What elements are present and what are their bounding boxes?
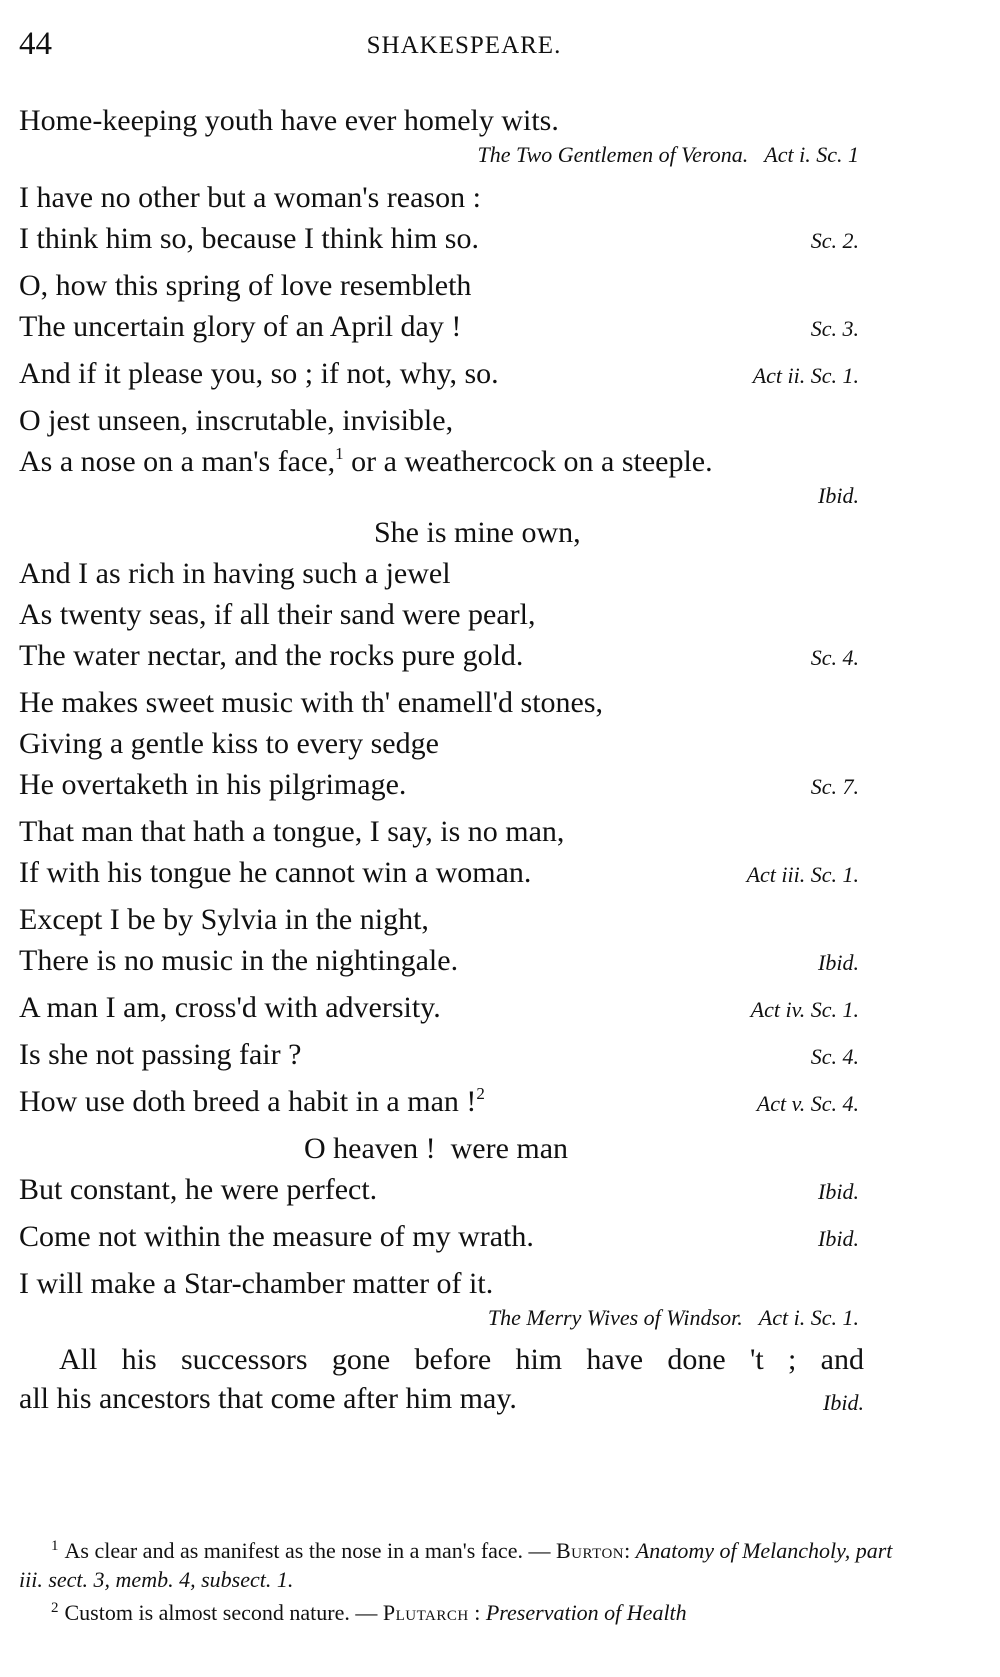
quote	[19, 811, 914, 893]
quote-line: As twenty seas, if all their sand were pearl,	[19, 598, 536, 631]
quote	[19, 987, 914, 1028]
quote	[19, 1034, 914, 1075]
quote-line: O heaven ! were man	[304, 1132, 569, 1165]
scene-reference: Act ii. Sc. 1.	[752, 363, 859, 388]
quote-line: O, how this spring of love resembleth	[19, 269, 472, 302]
quote-line: And I as rich in having such a jewel	[19, 557, 451, 590]
footnote-text: As clear and as manifest as the nose in a man's face. —	[64, 1538, 556, 1563]
footnotes	[19, 1532, 914, 1627]
scene-reference: Sc. 7.	[810, 774, 859, 799]
quote-line: And if it please you, so ; if not, why, so.	[19, 357, 499, 390]
quote	[19, 265, 914, 347]
quote	[19, 1081, 914, 1122]
quote	[19, 1216, 914, 1257]
quote-line: He overtaketh in his pilgrimage.	[19, 768, 407, 801]
quote	[19, 512, 914, 676]
footnote-number: 2	[51, 1600, 59, 1616]
quote-line: or a weathercock on a steeple.	[351, 445, 713, 478]
quote	[19, 177, 914, 259]
quote-line: But constant, he were perfect.	[19, 1173, 378, 1206]
quote-line: The water nectar, and the rocks pure gold.	[19, 639, 524, 672]
quote-line: Home-keeping youth have ever homely wits.	[19, 104, 559, 137]
footnote-work: Anatomy of Melancholy, part iii. sect. 3, memb. 4, subsect. 1.	[19, 1538, 893, 1592]
scene-reference: Ibid.	[818, 1179, 859, 1204]
quote	[19, 1340, 914, 1418]
scene-reference: Ibid.	[818, 1226, 859, 1251]
quotations-body	[19, 100, 914, 1424]
source-citation: The Two Gentlemen of Verona. Act i. Sc. 1	[477, 142, 859, 167]
page-number: 44	[19, 26, 52, 62]
quote-line: As a nose on a man's face,	[19, 445, 336, 478]
footnote-marker: 2	[476, 1084, 485, 1103]
scene-reference: Ibid.	[823, 1390, 864, 1415]
quote-line: Except I be by Sylvia in the night,	[19, 903, 429, 936]
footnote-author: Burton	[555, 1538, 625, 1563]
prose-line: all his ancestors that come after him may.	[19, 1382, 517, 1415]
quote-line: The uncertain glory of an April day !	[19, 310, 462, 343]
footnote-number: 1	[51, 1538, 59, 1554]
quote-line: Giving a gentle kiss to every sedge	[19, 727, 439, 760]
quote-line: There is no music in the nightingale.	[19, 944, 459, 977]
running-title: SHAKESPEARE.	[366, 32, 562, 59]
page-header	[19, 26, 909, 66]
scene-reference: Sc. 4.	[810, 1044, 859, 1069]
quote-line: O jest unseen, inscrutable, invisible,	[19, 404, 454, 437]
quote-line: A man I am, cross'd with adversity.	[19, 991, 441, 1024]
quote	[19, 1128, 914, 1210]
quote-line: If with his tongue he cannot win a woman.	[19, 856, 532, 889]
quote-line: I will make a Star-chamber matter of it.	[19, 1267, 494, 1300]
quote-line: She is mine own,	[374, 516, 581, 549]
scene-reference: Sc. 4.	[810, 645, 859, 670]
footnote-author: Plutarch	[382, 1600, 469, 1625]
footnote: $^1$ As clear and as manifest as the nose in a man's face. — Burton: Anatomy of Melancholy, part iii. sect. 3, memb. 4, subsect. 1.	[19, 1538, 893, 1592]
quote	[19, 100, 914, 171]
quote-line: That man that hath a tongue, I say, is no man,	[19, 815, 565, 848]
quote	[19, 400, 914, 512]
scene-reference: Ibid.	[818, 950, 859, 975]
scene-reference: Sc. 2.	[810, 228, 859, 253]
quote-line: He makes sweet music with th' enamell'd stones,	[19, 686, 604, 719]
footnote: $^2$ Custom is almost second nature. — Plutarch : Preservation of Health	[51, 1600, 687, 1625]
footnote-marker: 1	[335, 444, 344, 463]
scene-reference: Act v. Sc. 4.	[756, 1091, 859, 1116]
quote-line: I have no other but a woman's reason :	[19, 181, 481, 214]
quote	[19, 353, 914, 394]
prose-line: All his successors gone before him have done 't ; and	[59, 1343, 864, 1376]
scene-reference: Ibid.	[818, 483, 859, 508]
quote	[19, 682, 914, 805]
quote	[19, 899, 914, 981]
scene-reference: Act iii. Sc. 1.	[746, 862, 859, 887]
quote-line: Is she not passing fair ?	[19, 1038, 302, 1071]
scene-reference: Act iv. Sc. 1.	[750, 997, 859, 1022]
scene-reference: Sc. 3.	[810, 316, 859, 341]
footnote-text: Custom is almost second nature. —	[64, 1600, 383, 1625]
source-citation: The Merry Wives of Windsor. Act i. Sc. 1.	[487, 1305, 859, 1330]
quote-line: How use doth breed a habit in a man !	[19, 1085, 477, 1118]
quote	[19, 1263, 914, 1334]
quote-line: Come not within the measure of my wrath.	[19, 1220, 534, 1253]
quote-line: I think him so, because I think him so.	[19, 222, 479, 255]
footnote-work: Preservation of Health	[485, 1600, 687, 1625]
